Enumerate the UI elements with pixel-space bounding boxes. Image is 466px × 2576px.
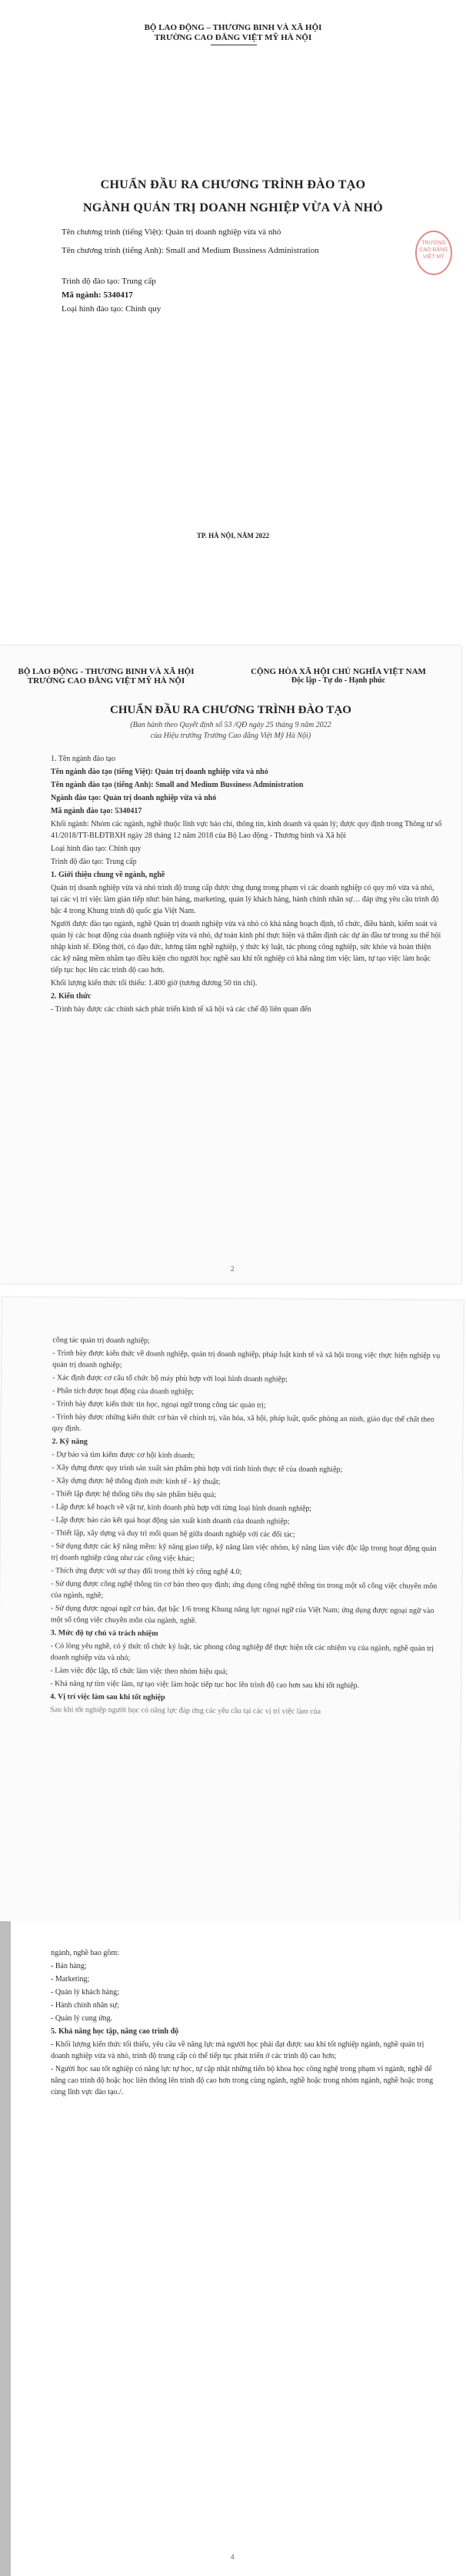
line-level: Trình độ đào tạo: Trung cấp bbox=[51, 858, 137, 866]
list-item: - Bán hàng; bbox=[51, 1962, 87, 1970]
paragraph: Sau khi tốt nghiệp người học có năng lực đáp ứng các yêu cầu tại các vị trí việc làm của bbox=[50, 1705, 321, 1716]
list-item: - Xác định được cơ cấu tổ chức bộ máy phù hợp với loại hình doanh nghiệp; bbox=[52, 1373, 288, 1384]
header-motto: Độc lập - Tự do - Hạnh phúc bbox=[291, 676, 386, 685]
document-title: CHUẨN ĐẦU RA CHƯƠNG TRÌNH ĐÀO TẠO bbox=[110, 704, 351, 716]
list-item: - Sử dụng được công nghệ thông tin cơ bản theo quy định; ứng dụng công nghệ thông tin trong một số công việc chuyên môn của ngành, nghề; bbox=[51, 1579, 438, 1600]
list-item: - Có lòng yêu nghề, có ý thức tổ chức kỷ luật, tác phong công nghiệp để thực hiện tốt các nhiệm vụ của ngành, nghề quản trị doanh nghiệp vừa và nhỏ; bbox=[50, 1642, 434, 1663]
program-name-vi: Tên chương trình (tiếng Việt): Quản trị doanh nghiệp vừa và nhỏ bbox=[62, 227, 281, 237]
cover-page bbox=[9, 0, 457, 630]
cover-subtitle: NGÀNH QUẢN TRỊ DOANH NGHIỆP VỪA VÀ NHỎ bbox=[83, 201, 383, 214]
paragraph: Khối lượng kiến thức tối thiểu: 1.400 giờ (tương đương 50 tín chỉ). bbox=[51, 979, 258, 988]
section-heading: 5. Khả năng học tập, nâng cao trình độ bbox=[51, 2027, 179, 2036]
header-country: CỘNG HÒA XÃ HỘI CHỦ NGHĨA VIỆT NAM bbox=[251, 667, 426, 676]
list-item: công tác quản trị doanh nghiệp; bbox=[52, 1336, 150, 1346]
scan-edge bbox=[0, 1921, 11, 2576]
cover-footer: TP. HÀ NỘI, NĂM 2022 bbox=[196, 532, 270, 539]
page-number: 2 bbox=[231, 1265, 235, 1273]
document-page-3 bbox=[0, 1297, 464, 1924]
list-item: - Sử dụng được các kỹ năng mềm: kỹ năng giao tiếp, kỹ năng làm việc nhóm, kỹ năng làm việc độc lập trong hoạt động quản trị doanh nghiệp cũng như các công việc khác; bbox=[51, 1542, 437, 1563]
list-item: - Quản lý cung ứng. bbox=[51, 2014, 113, 2023]
program-name-en: Tên chương trình (tiếng Anh): Small and Medium Bussiness Administration bbox=[62, 246, 319, 255]
paragraph: Quản trị doanh nghiệp vừa và nhỏ trình độ trung cấp được ứng dụng trong phạm vi các doanh nghiệp có quy mô vừa và nhỏ, tại các vị trí việc làm gián tiếp như: bán hàng, marketing, quản lý khách hàng, hành chính nhân sự… đáp ứng yêu cầu trình độ bậc 4 trong Khung trình độ quốc gia Việt Nam. bbox=[51, 884, 439, 915]
cover-title: CHUẨN ĐẦU RA CHƯƠNG TRÌNH ĐÀO TẠO bbox=[100, 178, 366, 191]
section-heading: 2. Kỹ năng bbox=[52, 1437, 88, 1446]
list-item: - Xây dựng được quy trình sản xuất sản phẩm phù hợp với tình hình thực tế của doanh nghiệp; bbox=[52, 1463, 343, 1475]
list-item: - Làm việc độc lập, tổ chức làm việc theo nhóm hiệu quả; bbox=[50, 1666, 228, 1676]
line-major: Ngành đào tạo: Quản trị doanh nghiệp vừa và nhỏ bbox=[51, 794, 217, 802]
list-item: - Marketing; bbox=[51, 1975, 90, 1983]
list-item: - Xây dựng được hệ thống định mức kinh tế - kỹ thuật; bbox=[52, 1476, 221, 1486]
document-page-4 bbox=[0, 1921, 461, 2576]
list-item: - Quản lý khách hàng; bbox=[51, 1988, 119, 1997]
decision-line-2: của Hiệu trưởng Trường Cao đẳng Việt Mỹ Hà Nội) bbox=[150, 732, 311, 740]
paragraph: Người được đào tạo ngành, nghề Quản trị doanh nghiệp vừa và nhỏ có khả năng hoạch định, tổ chức, điều hành, kiểm soát và quản lý các hoạt động của doanh nghiệp vừa và nhỏ, dự toán kinh phí thực hiện và thẩm định các dự án đầu tư trong xu thế hội nhập kinh tế. Đồng thời, có đạo đức, lương tâm nghề nghiệp, ý thức kỷ luật, tác phong công nghiệp, sức khỏe và hoàn thiện các kỹ năng mềm nhằm tạo điều kiện cho người học nghề sau khi tốt nghiệp có khả năng tìm việc làm, tự tạo việc làm hoặc tiếp tục học lên các trình độ cao hơn. bbox=[51, 920, 441, 974]
list-item: - Trình bày được kiến thức tin học, ngoại ngữ trong công tác quản trị; bbox=[52, 1399, 266, 1410]
list-item: - Trình bày được những kiến thức cơ bản về chính trị, văn hóa, xã hội, pháp luật, quốc phòng an ninh, giáo dục thể chất theo quy định. bbox=[52, 1412, 434, 1433]
section-heading: 3. Mức độ tự chủ và trách nhiệm bbox=[50, 1628, 158, 1638]
header-ministry: BỘ LAO ĐỘNG - THƯƠNG BINH VÀ XÃ HỘI bbox=[18, 667, 195, 676]
paragraph: - Trình bày được các chính sách phát triển kinh tế xã hội và các chế độ liên quan đến bbox=[51, 1005, 311, 1014]
list-item: - Khối lượng kiến thức tối thiểu, yêu cầu về năng lực mà người học phải đạt được sau khi tốt nghiệp ngành, nghề quản trị doanh nghiệp vừa và nhỏ, trình độ trung cấp có thể tiếp tục phát triển ở các trình độ cao hơn; bbox=[51, 2040, 424, 2060]
ministry-name: BỘ LAO ĐỘNG – THƯƠNG BINH VÀ XÃ HỘI bbox=[144, 23, 322, 32]
section-heading: 2. Kiến thức bbox=[51, 992, 92, 1001]
line-name-en: Tên ngành đào tạo (tiếng Anh): Small and Medium Bussiness Administration bbox=[51, 781, 304, 789]
list-item: - Hành chính nhân sự; bbox=[51, 2001, 119, 2010]
section-heading: 1. Giới thiệu chung về ngành, nghề bbox=[51, 871, 165, 879]
list-item: - Thích ứng được với sự thay đổi trong thời kỳ công nghệ 4.0; bbox=[51, 1566, 242, 1577]
list-item: - Người học sau tốt nghiệp có năng lực tự học, tự cập nhật những tiến bộ khoa học công nghệ trong phạm vi ngành, nghề để nâng cao trình độ hoặc học liên thông lên trình độ cao hơn trong cùng ngành, nghề hoặc trong nhóm ngành, nghề hoặc trong cùng lĩnh vực đào tạo./. bbox=[51, 2065, 434, 2096]
college-name: TRƯỜNG CAO ĐẲNG VIỆT MỸ HÀ NỘI bbox=[154, 33, 312, 42]
list-item: - Thiết lập, xây dựng và duy trì mối quan hệ giữa doanh nghiệp với các đối tác; bbox=[51, 1529, 295, 1539]
line-name-vi: Tên ngành đào tạo (tiếng Việt): Quản trị doanh nghiệp vừa và nhỏ bbox=[51, 768, 268, 776]
section-heading: 1. Tên ngành đào tạo bbox=[51, 755, 115, 763]
list-item: - Thiết lập được hệ thống tiêu thụ sản phẩm hiệu quả; bbox=[52, 1489, 217, 1499]
page-number: 4 bbox=[231, 2553, 235, 2561]
training-type: Loại hình đào tạo: Chính quy bbox=[62, 304, 161, 314]
line-code: Mã ngành đào tạo: 5340417 bbox=[51, 807, 142, 815]
major-code: Mã ngành: 5340417 bbox=[62, 290, 133, 300]
section-heading: 4. Vị trí việc làm sau khi tốt nghiệp bbox=[50, 1692, 165, 1702]
list-item: - Dự báo và tìm kiếm được cơ hội kinh doanh; bbox=[52, 1450, 195, 1460]
line-group: Khối ngành: Nhóm các ngành, nghề thuộc lĩnh vực báo chí, thông tin, kinh doanh và quản lý; được quy định trong Thông tư số 41/2018/TT-BLĐTBXH ngày 28 tháng 12 năm 2018 của Bộ Lao động - Thương binh và Xã hội bbox=[51, 820, 442, 840]
document-page-2 bbox=[0, 646, 461, 1283]
training-level: Trình độ đào tạo: Trung cấp bbox=[62, 277, 156, 286]
list-item: - Trình bày được kiến thức về doanh nghiệp, quản trị doanh nghiệp, pháp luật kinh tế và xã hội trong việc thực hiện nghiệp vụ quản trị doanh nghiệp; bbox=[52, 1349, 441, 1370]
list-item: - Lập được kế hoạch về vật tư, kinh doanh phù hợp với từng loại hình doanh nghiệp; bbox=[51, 1502, 312, 1513]
paragraph: ngành, nghề bao gồm: bbox=[51, 1949, 119, 1957]
line-type: Loại hình đào tạo: Chính quy bbox=[51, 845, 141, 853]
list-item: - Khả năng tự tìm việc làm, tự tạo việc làm hoặc tiếp tục học lên trình độ cao hơn sau khi tốt nghiệp. bbox=[50, 1679, 360, 1691]
decision-line-1: (Ban hành theo Quyết định số 53 /QĐ ngày 25 tháng 9 năm 2022 bbox=[130, 721, 331, 729]
college-stamp: TRƯỜNG CAO ĐẲNG VIỆT MỸ bbox=[415, 231, 452, 275]
list-item: - Lập được báo cáo kết quả hoạt động sản xuất kinh doanh của doanh nghiệp; bbox=[51, 1515, 290, 1526]
list-item: - Phân tích được hoạt động của doanh nghiệp; bbox=[52, 1386, 195, 1396]
list-item: - Sử dụng được ngoại ngữ cơ bản, đạt bậc 1/6 trong Khung năng lực ngoại ngữ của Việt Nam; ứng dụng được ngoại ngữ vào một số công việc chuyên môn của ngành, nghề. bbox=[50, 1604, 434, 1625]
header-college: TRƯỜNG CAO ĐẲNG VIỆT MỸ HÀ NỘI bbox=[27, 676, 185, 685]
